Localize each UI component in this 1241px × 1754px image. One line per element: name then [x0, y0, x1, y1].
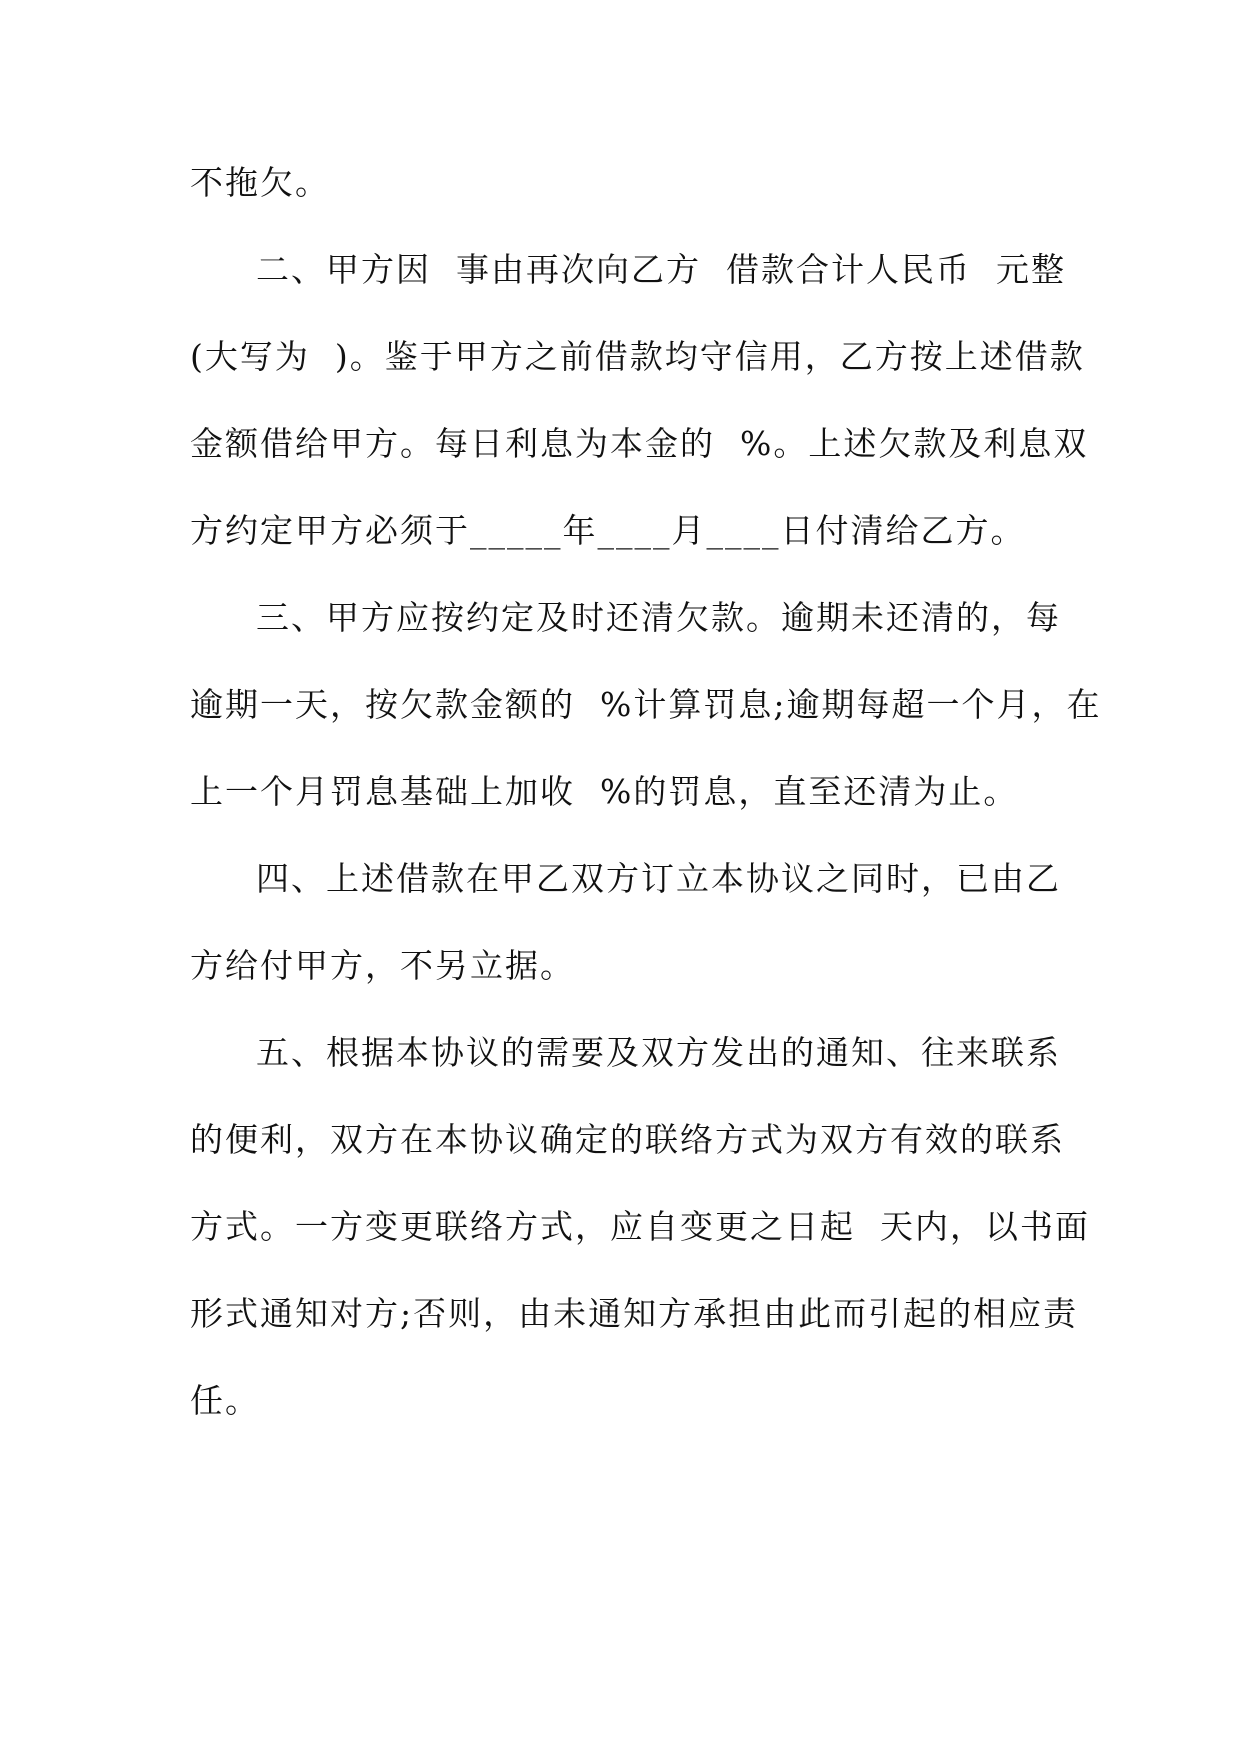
- clause-5-line-2: 的便利，双方在本协议确定的联络方式为双方有效的联系: [190, 1120, 1065, 1159]
- clause-2-line-2: (大写为 )。鉴于甲方之前借款均守信用，乙方按上述借款: [190, 337, 1085, 376]
- clause-5-line-5: 任。: [190, 1381, 260, 1420]
- clause-3-line-2: 逾期一天，按欠款金额的 %计算罚息;逾期每超一个月，在: [190, 685, 1102, 724]
- clause-3-line-1: 三、甲方应按约定及时还清欠款。逾期未还清的，每: [256, 598, 1061, 637]
- clause-2-line-4: 方约定甲方必须于_____年____月____日付清给乙方。: [190, 511, 1026, 550]
- clause-2-line-3: 金额借给甲方。每日利息为本金的 %。上述欠款及利息双: [190, 424, 1089, 463]
- clause-3-line-3: 上一个月罚息基础上加收 %的罚息，直至还清为止。: [190, 772, 1019, 811]
- clause-2-line-1: 二、甲方因 事由再次向乙方 借款合计人民币 元整: [256, 250, 1066, 289]
- text-line-1: 不拖欠。: [190, 163, 330, 202]
- clause-5-line-4: 形式通知对方;否则，由未通知方承担由此而引起的相应责: [190, 1294, 1079, 1333]
- clause-4-line-2: 方给付甲方，不另立据。: [190, 946, 575, 985]
- clause-4-line-1: 四、上述借款在甲乙双方订立本协议之同时，已由乙: [256, 859, 1061, 898]
- clause-5-line-3: 方式。一方变更联络方式，应自变更之日起 天内，以书面: [190, 1207, 1090, 1246]
- clause-5-line-1: 五、根据本协议的需要及双方发出的通知、往来联系: [256, 1033, 1061, 1072]
